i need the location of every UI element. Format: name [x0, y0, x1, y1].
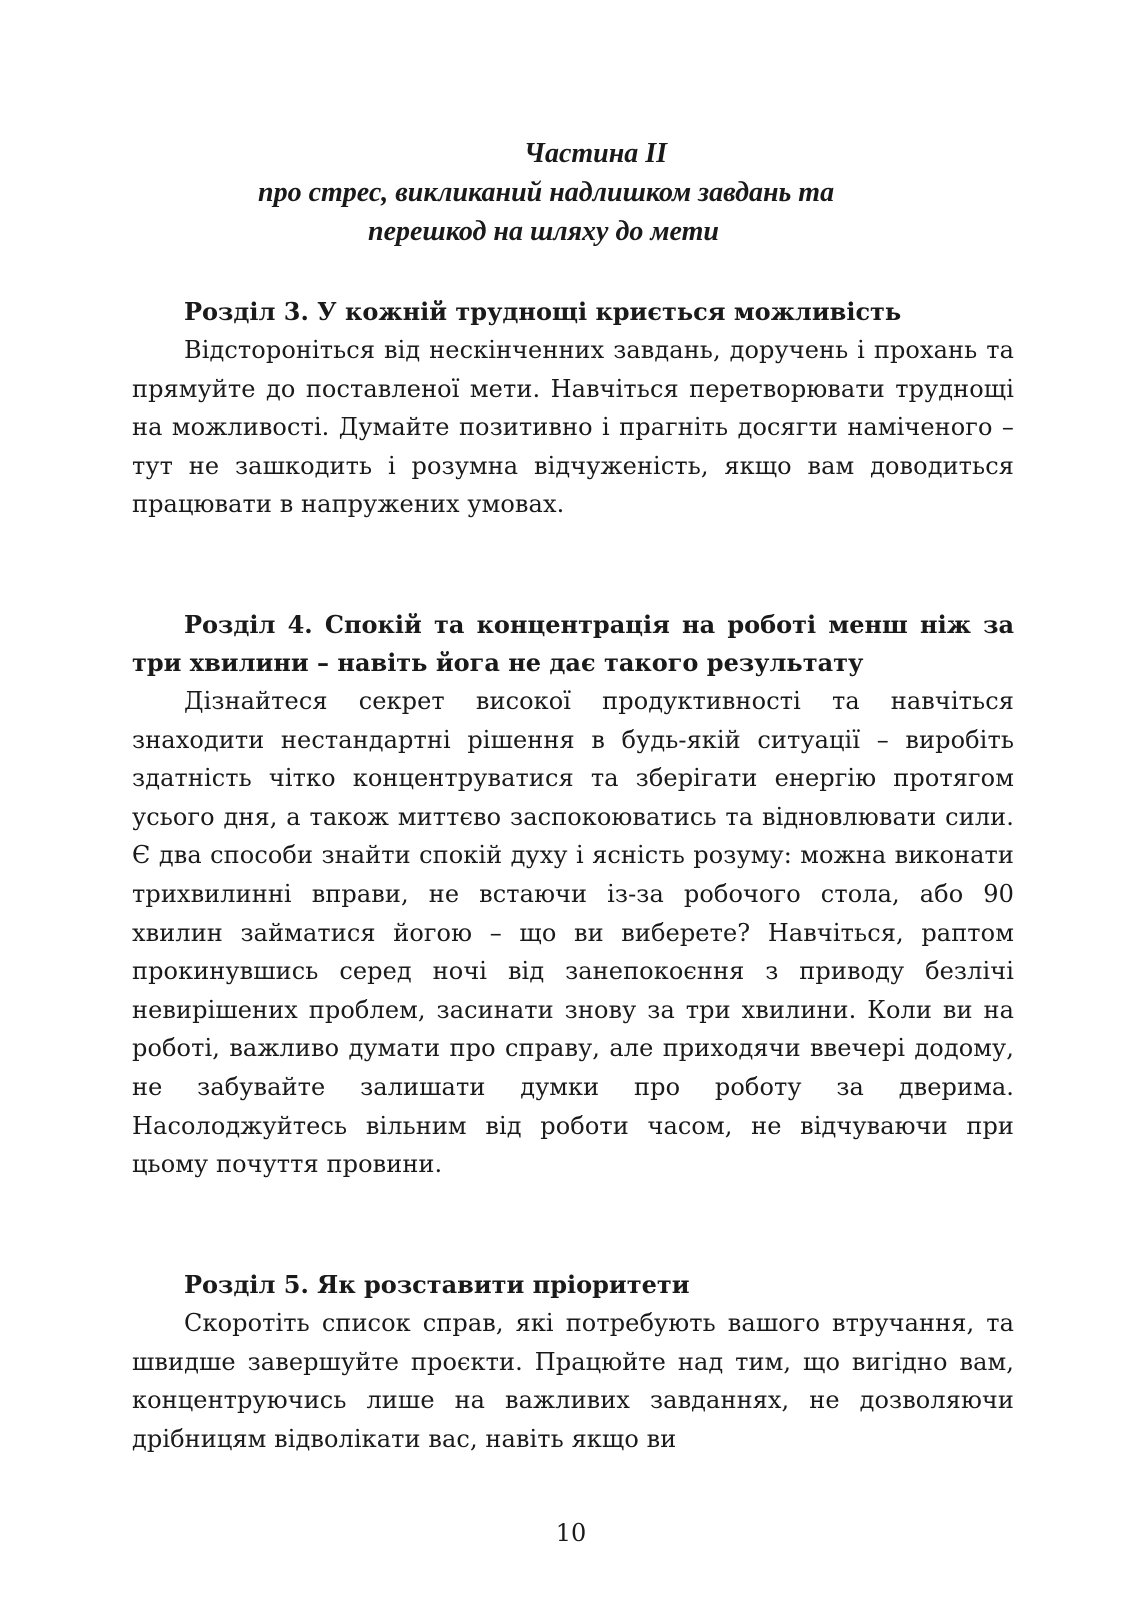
section-4 — [132, 606, 1014, 1184]
section-5-body: Скоротіть список справ, які потребують вашого втручання, та швидше завершуйте проєкти. Працюйте над тим, що вигідно вам, концентруючись лише на важливих завданнях, не дозволяючи дрібницям відволікати вас, навіть якщо ви — [132, 1309, 1014, 1453]
part-heading-line-1: Частина ІІ — [524, 138, 668, 169]
section-3-title: Розділ 3. У кожній труднощі криється можливість — [184, 297, 902, 326]
page-number: 10 — [555, 1519, 587, 1547]
part-heading-line-3: перешкод на шляху до мети — [368, 216, 719, 247]
section-4-body: Дізнайтеся секрет високої продуктивності та навчіться знаходити нестандартні рішення в будь-якій ситуації – виробіть здатність чітко концентруватися та зберігати енергію протягом усього дня, а також миттєво заспокоюватись та відновлювати сили. Є два способи знайти спокій духу і ясність розуму: можна виконати трихвилинні вправи, не встаючи із-за робочого стола, або 90 хвилин займатися йогою – що ви виберете? Навчіться, раптом прокинувшись серед ночі від занепокоєння з приводу безлічі невирішених проблем, засинати знову за три хвилини. Коли ви на роботі, важливо думати про справу, але приходячи ввечері додому, не забувайте залишати думки про роботу за дверима. Насолоджуйтесь вільним від роботи часом, не відчуваючи при цьому почуття провини. — [132, 687, 1014, 1179]
section-4-title: Розділ 4. Спокій та концентрація на роботі менш ніж за три хвилини – навіть йога не дає такого результату — [132, 610, 1014, 677]
part-heading-line-2: про стрес, викликаний надлишком завдань та — [258, 177, 835, 208]
section-5-title: Розділ 5. Як розставити пріоритети — [184, 1270, 690, 1299]
section-5 — [132, 1266, 1014, 1458]
section-3 — [132, 293, 1014, 524]
section-3-body: Відстороніться від нескінченних завдань, доручень і прохань та прямуйте до поставленої мети. Навчіться перетворювати труднощі на можливості. Думайте позитивно і прагніть досягти наміченого – тут не зашкодить і розумна відчуженість, якщо вам доводиться працювати в напружених умовах. — [132, 336, 1014, 519]
part-heading — [132, 134, 1012, 251]
